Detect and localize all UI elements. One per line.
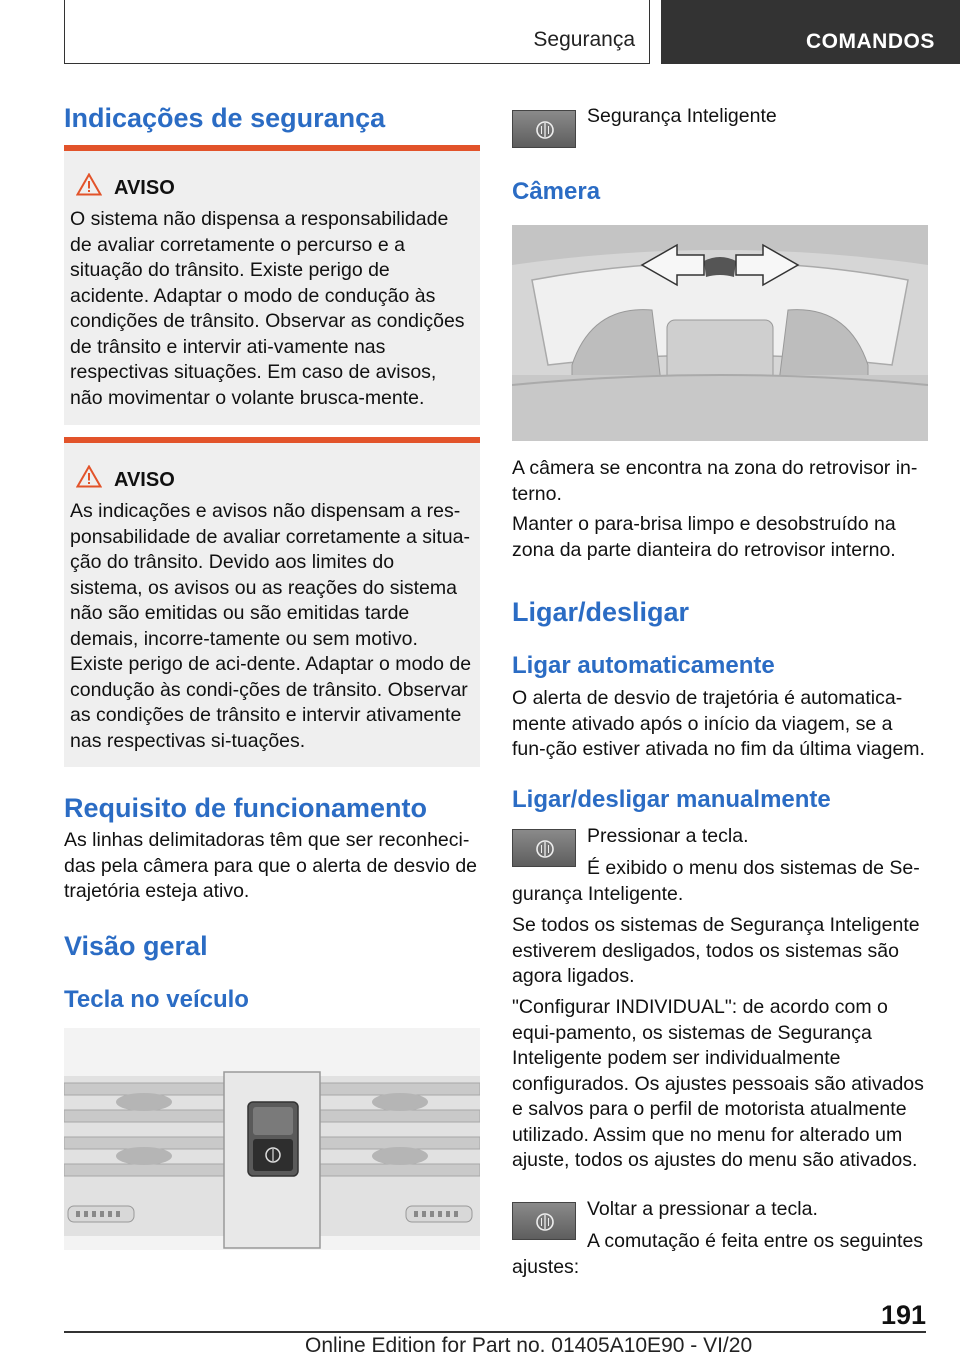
figure-vehicle-key <box>64 1028 480 1250</box>
vent-panel-illustration <box>64 1028 480 1250</box>
warning-label-1: AVISO <box>114 177 175 199</box>
manual-menu-text: É exibido o menu dos sistemas de Se-gurança Inteligente. <box>512 857 920 905</box>
manual-press-text: Pressionar a tecla. <box>587 825 749 847</box>
warning-triangle-icon <box>76 173 102 196</box>
requisito-text: As linhas delimitadoras têm que ser reconheci-das pela câmera para que o alerta de desvio de trajetória esteja ativo. <box>64 829 478 902</box>
header-section-label: Segurança <box>533 28 635 51</box>
heading-camera: Câmera <box>512 178 601 205</box>
heading-ligar-desligar: Ligar/desligar <box>512 597 690 627</box>
warning-box-2 <box>64 437 480 767</box>
camera-location-illustration <box>512 225 928 441</box>
manual-config-text: "Configurar INDIVIDUAL": de acordo com o equi-pamento, os sistemas de Segurança Inteligente podem ser individualmente configurados. Os ajustes pessoais são ativados e salvos para o perfil de motorista atualmente utilizado. Assim que no menu for alterado um ajuste, todos os ajustes do menu são ativados. <box>512 996 924 1171</box>
key-caption: Segurança Inteligente <box>587 105 777 127</box>
auto-text: O alerta de desvio de trajetória é automatica-mente ativado após o início da viagem, se a fun-ção estiver ativada no fim da última viagem. <box>512 687 925 760</box>
warning-box-1 <box>64 145 480 425</box>
intelligent-safety-key-icon <box>512 110 576 148</box>
page-number: 191 <box>880 1300 926 1330</box>
switch-text: A comutação é feita entre os seguintes ajustes: <box>512 1230 924 1278</box>
figure-camera <box>512 225 928 441</box>
press-again-text: Voltar a pressionar a tecla. <box>587 1198 818 1220</box>
camera-text-2: Manter o para-brisa limpo e desobstruído na zona da parte dianteira do retrovisor interno. <box>512 513 896 561</box>
warning-text-2: As indicações e avisos não dispensam a res-ponsabilidade de avaliar corretamente a situa-ção do trânsito. Devido aos limites do sistema, os avisos ou as reações do sistema não são emitidas ou são emitidas tarde demais, incorre-tamente ou sem motivo. Existe perigo de aci-dente. Adaptar o modo de condução às condi-ções de trânsito. Observar as condições de trânsito e intervir ativamente nas respectivas si-tuações. <box>70 500 472 752</box>
heading-requisito: Requisito de funcionamento <box>64 793 428 823</box>
heading-visao-geral: Visão geral <box>64 931 208 961</box>
warning-text-1: O sistema não dispensa a responsabilidade de avaliar corretamente o percurso e a situação do trânsito. Existe perigo de acidente. Adaptar o modo de condução às condições de trânsito. Observar as condições de trânsito e intervir ati-vamente nas respectivas situações. Em caso de avisos, não movimentar o volante brusca-mente. <box>70 208 465 409</box>
header-section-tab <box>64 0 650 64</box>
camera-text-1: A câmera se encontra na zona do retrovisor in-terno. <box>512 457 918 505</box>
heading-ligar-auto: Ligar automaticamente <box>512 652 775 679</box>
header-chapter-label: COMANDOS <box>806 30 935 53</box>
edition-note: Online Edition for Part no. 01405A10E90 - VI/20 <box>305 1334 753 1357</box>
heading-tecla-veiculo: Tecla no veículo <box>64 986 249 1013</box>
heading-ligar-manual: Ligar/desligar manualmente <box>512 786 831 813</box>
warning-triangle-icon <box>76 465 102 488</box>
heading-indicacoes: Indicações de segurança <box>64 103 386 133</box>
footer-divider <box>64 1331 926 1333</box>
manual-all-text: Se todos os sistemas de Segurança Inteligente estiverem desligados, todos os sistemas são agora ligados. <box>512 914 920 987</box>
warning-label-2: AVISO <box>114 469 175 491</box>
intelligent-safety-icon <box>535 120 555 140</box>
